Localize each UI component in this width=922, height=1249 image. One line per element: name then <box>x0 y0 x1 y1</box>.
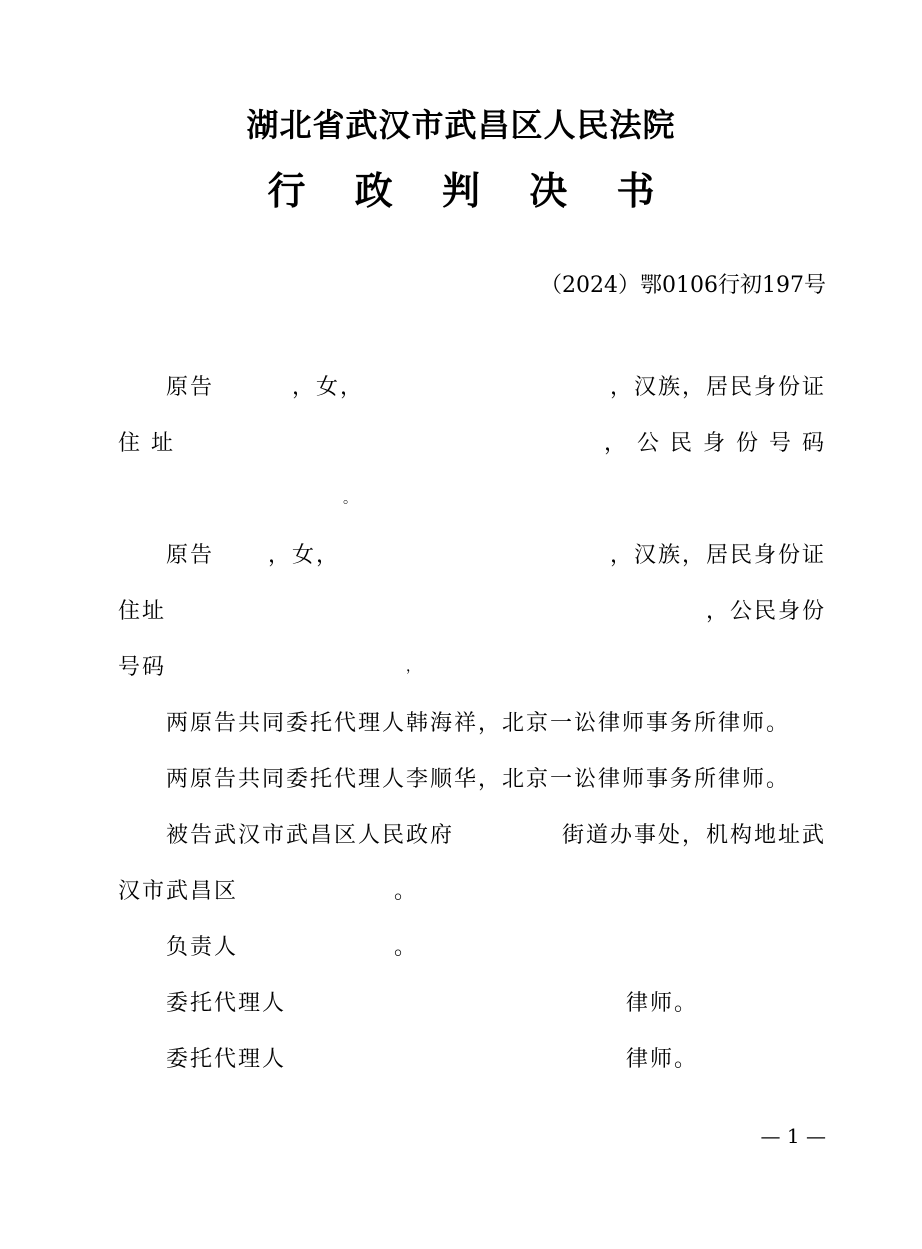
agent1-line: 两原告共同委托代理人韩海祥，北京一讼律师事务所律师。 <box>166 711 791 736</box>
case-number: （2024）鄂0106行初197号 <box>540 273 826 298</box>
representative1-title: 律师。 <box>626 991 699 1016</box>
plaintiff2-gender: ，女， <box>268 543 341 568</box>
plaintiff1-id-label: ， 公 民 身 份 号 码 <box>604 431 826 456</box>
defendant-address: 汉市武昌区 <box>118 879 239 904</box>
plaintiff2-end: ， <box>406 659 420 675</box>
plaintiff2-address-label: 住址 <box>118 599 167 624</box>
plaintiff2-label: 原告 <box>166 543 215 568</box>
responsible-person-label: 负责人 <box>166 935 239 960</box>
plaintiff2-ethnicity: ，汉族，居民身份证 <box>609 543 826 568</box>
plaintiff1-label: 原告 <box>166 375 215 400</box>
court-name: 湖北省武汉市武昌区人民法院 <box>246 106 676 144</box>
plaintiff1-end: 。 <box>343 491 357 507</box>
plaintiff2-id-label: ，公民身份 <box>705 599 826 624</box>
document-type: 行 政 判 决 书 <box>267 168 673 213</box>
page-number: — 1 — <box>760 1124 826 1148</box>
plaintiff1-gender: ，女， <box>292 375 365 400</box>
plaintiff1-ethnicity: ，汉族，居民身份证 <box>609 375 826 400</box>
representative2-title: 律师。 <box>626 1047 699 1072</box>
defendant-name: 被告武汉市武昌区人民政府 <box>166 823 455 848</box>
defendant-address-end: 。 <box>394 879 419 904</box>
plaintiff1-address-label: 住 址 <box>118 431 175 456</box>
representative1-label: 委托代理人 <box>166 991 287 1016</box>
responsible-person-end: 。 <box>394 935 419 960</box>
plaintiff2-id-number-label: 号码 <box>118 655 167 680</box>
representative2-label: 委托代理人 <box>166 1047 287 1072</box>
agent2-line: 两原告共同委托代理人李顺华，北京一讼律师事务所律师。 <box>166 767 791 792</box>
defendant-office: 街道办事处，机构地址武 <box>561 823 826 848</box>
